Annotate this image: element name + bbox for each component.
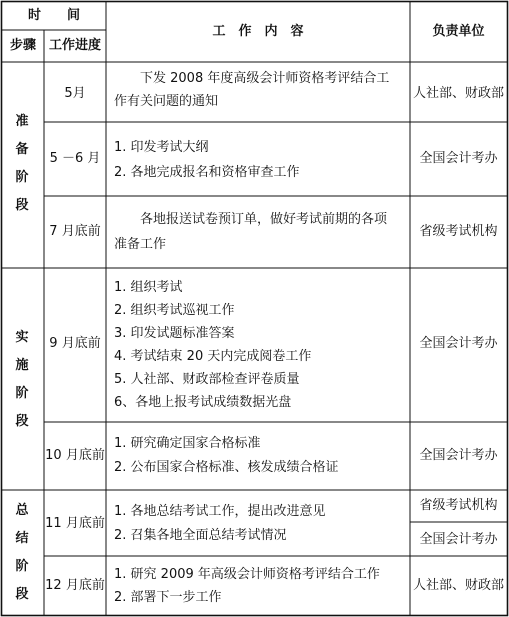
unit-cell: 人社部、财政部 <box>412 578 504 593</box>
content-line: 2. 公布国家合格标准、核发成绩合格证 <box>114 460 339 475</box>
header-time: 时 间 <box>27 8 80 23</box>
stage-char: 阶 <box>15 170 29 185</box>
unit-cell: 省级考试机构 <box>419 224 498 239</box>
progress-cell: 9 月底前 <box>49 336 101 351</box>
progress-cell: 5月 <box>64 86 86 101</box>
header-unit: 负责单位 <box>432 24 485 39</box>
content-line: 2. 组织考试巡视工作 <box>114 303 235 318</box>
stage-char: 准 <box>15 114 29 129</box>
stage-char: 阶 <box>15 386 29 401</box>
content-line: 下发 2008 年度高级会计师资格考评结合工 <box>114 71 390 86</box>
content-line: 1. 研究 2009 年高级会计师资格考评结合工作 <box>114 567 380 582</box>
stage-char: 结 <box>15 531 29 546</box>
unit-cell: 省级考试机构 <box>419 498 498 513</box>
content-line: 4. 考试结束 20 天内完成阅卷工作 <box>114 349 312 364</box>
stage-char: 段 <box>15 587 29 602</box>
unit-cell: 全国会计考办 <box>419 532 498 547</box>
content-line: 作有关问题的通知 <box>114 94 219 109</box>
stage-char: 备 <box>15 142 29 157</box>
progress-cell: 11 月底前 <box>45 516 105 531</box>
content-line: 2. 部署下一步工作 <box>114 590 222 605</box>
stage-char: 施 <box>15 358 29 373</box>
stage-char: 总 <box>15 503 29 518</box>
content-line: 1. 组织考试 <box>114 280 183 295</box>
content-line: 2. 召集各地全面总结考试情况 <box>114 528 287 543</box>
header-progress: 工作进度 <box>48 38 101 53</box>
content-line: 1. 研究确定国家合格标准 <box>114 436 261 451</box>
progress-cell: 12 月底前 <box>45 578 105 593</box>
unit-cell: 人社部、财政部 <box>412 86 504 101</box>
content-line: 6、各地上报考试成绩数据光盘 <box>114 395 292 410</box>
content-line: 各地报送试卷预订单，做好考试前期的各项 <box>114 212 388 227</box>
unit-cell: 全国会计考办 <box>419 336 498 351</box>
content-line: 准备工作 <box>114 237 167 252</box>
progress-cell: 5 －6 月 <box>49 151 101 166</box>
content-line: 2. 各地完成报名和资格审查工作 <box>114 165 300 180</box>
content-line: 3. 印发试题标准答案 <box>114 326 235 341</box>
header-step: 步骤 <box>9 38 36 53</box>
stage-char: 段 <box>15 414 29 429</box>
stage-char: 段 <box>15 198 29 213</box>
unit-cell: 全国会计考办 <box>419 151 498 166</box>
progress-cell: 7 月底前 <box>49 224 101 239</box>
content-line: 1. 各地总结考试工作，提出改进意见 <box>114 504 326 519</box>
content-line: 5. 人社部、财政部检查评卷质量 <box>114 372 300 387</box>
stage-char: 实 <box>15 330 29 345</box>
stage-char: 阶 <box>15 559 29 574</box>
content-line: 1. 印发考试大纲 <box>114 140 209 155</box>
header-content: 工 作 内 容 <box>212 24 304 39</box>
unit-cell: 全国会计考办 <box>419 448 498 463</box>
progress-cell: 10 月底前 <box>45 448 105 463</box>
